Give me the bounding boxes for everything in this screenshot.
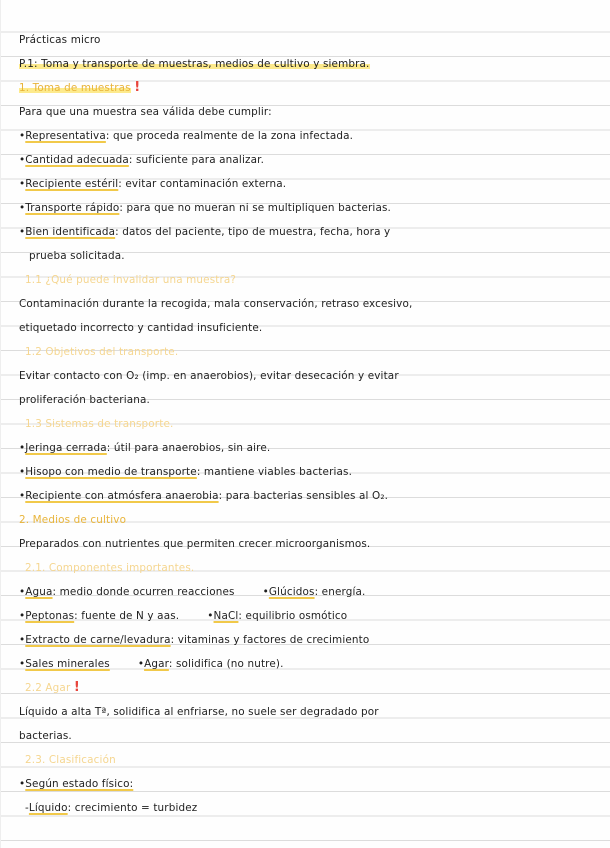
item-term: Líquido [28, 802, 68, 814]
item-term: Agar [144, 658, 169, 670]
list-item [19, 773, 596, 795]
item-term: Recipiente estéril [25, 178, 119, 190]
item-term: Extracto de carne/levadura [25, 634, 171, 646]
item-text: : que proceda realmente de la zona infectada. [105, 130, 354, 142]
list-item [19, 485, 596, 507]
page-title [19, 29, 596, 51]
item-term: Jeringa cerrada [25, 442, 107, 454]
heading-1 [19, 77, 596, 99]
section-p1-heading [19, 53, 596, 75]
heading-1-2 [25, 341, 596, 363]
paragraph-text: Líquido a alta Tª, solidifica al enfriarse, no suele ser degradado por [19, 706, 379, 718]
list-item [19, 173, 596, 195]
item-term: Bien identificada [25, 226, 116, 238]
bullet-icon: • [19, 178, 26, 190]
item-text: : suficiente para analizar. [128, 154, 265, 166]
heading-1-intro [19, 101, 596, 123]
item-term: Peptonas [25, 610, 75, 622]
item-text: : datos del paciente, tipo de muestra, fecha, hora y [115, 226, 391, 238]
item-text: : para bacterias sensibles al O₂. [218, 490, 389, 502]
item-term: Sales minerales [25, 658, 110, 670]
item-term: Glúcidos [268, 586, 315, 598]
heading-2-label: 2. Medios de cultivo [19, 514, 127, 526]
list-item [19, 437, 596, 459]
bullet-icon: • [19, 490, 26, 502]
paragraph [19, 725, 596, 747]
bullet-icon: • [19, 154, 26, 166]
heading-1-label: 1. Toma de muestras [19, 82, 131, 94]
exclamation-icon: ! [134, 80, 141, 95]
exclamation-icon: ! [73, 680, 80, 695]
paragraph-text: proliferación bacteriana. [19, 394, 150, 406]
paragraph-text: Evitar contacto con O₂ (imp. en anaerobios), evitar desecación y evitar [19, 370, 399, 382]
paragraph [19, 293, 596, 315]
bullet-icon: • [19, 466, 26, 478]
item-term: Según estado físico: [25, 778, 134, 790]
heading-2-1 [25, 557, 596, 579]
bullet-icon: • [19, 658, 26, 670]
heading-2 [19, 509, 596, 531]
heading-1-1 [25, 269, 596, 291]
paragraph-text: Contaminación durante la recogida, mala conservación, retraso excesivo, [19, 298, 413, 310]
paragraph [19, 701, 596, 723]
paragraph-text: bacterias. [19, 730, 72, 742]
item-term: Cantidad adecuada [25, 154, 129, 166]
heading-1-1-label: 1.1 ¿Qué puede invalidar una muestra? [25, 274, 237, 286]
item-term: Transporte rápido [25, 202, 120, 214]
item-text: : evitar contaminación externa. [118, 178, 287, 190]
heading-2-3-label: 2.3. Clasificación [25, 754, 116, 766]
paragraph-text: Preparados con nutrientes que permiten crecer microorganismos. [19, 538, 371, 550]
list-item [19, 221, 596, 243]
paragraph [19, 533, 596, 555]
paragraph [19, 317, 596, 339]
heading-2-3 [25, 749, 596, 771]
item-text: : para que no mueran ni se multipliquen bacterias. [119, 202, 391, 214]
list-item [19, 461, 596, 483]
bullet-icon: • [19, 226, 26, 238]
sub-list-item [25, 797, 596, 819]
item-text: : equilibrio osmótico [238, 610, 348, 622]
item-text: : vitaminas y factores de crecimiento [170, 634, 370, 646]
item-text: : solidifica (no nutre). [168, 658, 284, 670]
bullet-icon: • [19, 778, 26, 790]
bullet-icon: • [19, 202, 26, 214]
item-text: : energía. [314, 586, 366, 598]
item-text: : medio donde ocurren reacciones [52, 586, 235, 598]
heading-1-3 [25, 413, 596, 435]
section-p1-text: P.1: Toma y transporte de muestras, medios de cultivo y siembra. [19, 58, 370, 70]
paragraph [19, 389, 596, 411]
bullet-icon: • [19, 634, 26, 646]
list-row [19, 605, 596, 627]
bullet-icon: • [262, 586, 269, 598]
heading-2-1-label: 2.1. Componentes importantes. [25, 562, 195, 574]
paragraph-text: etiquetado incorrecto y cantidad insuficiente. [19, 322, 263, 334]
list-item [19, 629, 596, 651]
item-term: Agua [25, 586, 53, 598]
bullet-icon: • [19, 130, 26, 142]
heading-2-2-label: 2.2 Agar [25, 682, 71, 694]
intro-text: Para que una muestra sea válida debe cumplir: [19, 106, 272, 118]
list-item [19, 197, 596, 219]
heading-1-3-label: 1.3 Sistemas de transporte. [25, 418, 174, 430]
bullet-icon: • [19, 442, 26, 454]
bullet-icon: • [19, 586, 26, 598]
item-term: NaCl [213, 610, 239, 622]
bullet-icon: • [137, 658, 145, 670]
item-term: Hisopo con medio de transporte [25, 466, 197, 478]
list-item-continuation [29, 245, 596, 267]
item-text: : crecimiento = turbidez [67, 802, 198, 814]
item-term: Representativa [25, 130, 106, 142]
heading-2-2 [25, 677, 596, 699]
heading-1-2-label: 1.2 Objetivos del transporte. [25, 346, 179, 358]
list-row [19, 581, 596, 603]
item-text: : mantiene viables bacterias. [196, 466, 353, 478]
dash-icon: - [25, 802, 29, 814]
bullet-icon: • [19, 610, 26, 622]
item-text: : útil para anaerobios, sin aire. [106, 442, 271, 454]
paragraph [19, 365, 596, 387]
list-item [19, 125, 596, 147]
item-text: : fuente de N y aas. [74, 610, 180, 622]
list-row [19, 653, 596, 675]
list-item [19, 149, 596, 171]
title-text: Prácticas micro [19, 34, 101, 46]
item-text: prueba solicitada. [29, 250, 125, 262]
item-term: Recipiente con atmósfera anaerobia [25, 490, 219, 502]
bullet-icon: • [207, 610, 214, 622]
